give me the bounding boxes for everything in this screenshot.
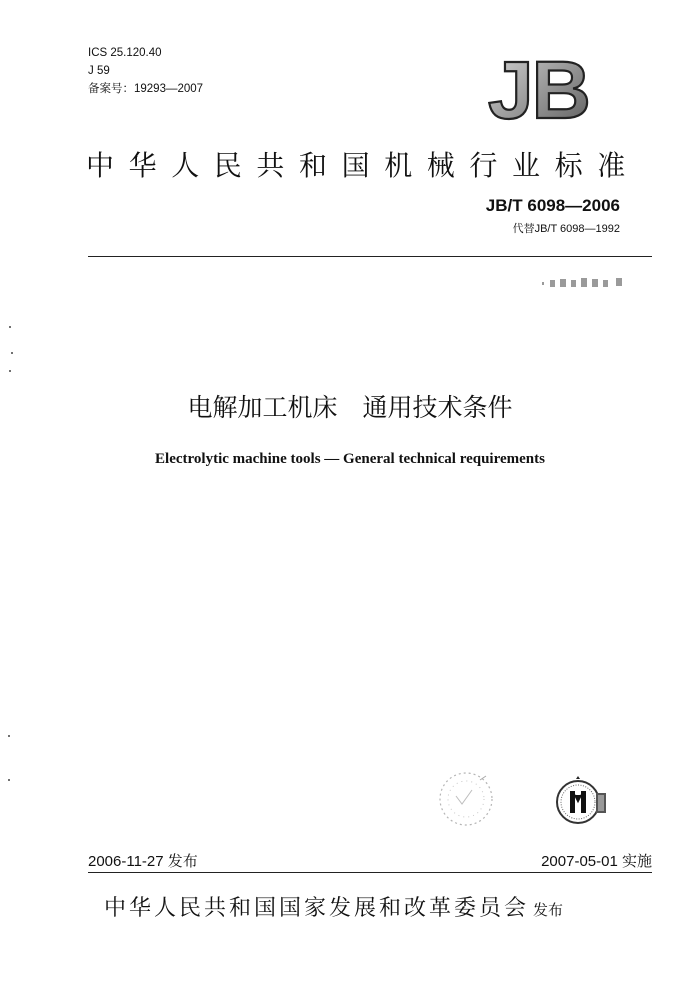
issuer-action: 发布 (533, 901, 564, 919)
issue-date: 2006-11-27 发布 (88, 853, 198, 870)
scan-dot (11, 352, 13, 354)
title-english: Electrolytic machine tools — General technical requirements (155, 451, 545, 467)
standard-number: JB/T 6098—2006 (485, 196, 620, 215)
footer-divider (88, 872, 652, 873)
scan-dot (8, 735, 10, 737)
title-chinese: 电解加工机床 通用技术条件 (187, 393, 513, 422)
scan-mark (540, 276, 632, 290)
implementation-date: 2007-05-01 实施 (541, 853, 652, 870)
filing-number: 备案号：19293—2007 (88, 83, 204, 95)
metadata-block (88, 44, 203, 98)
scan-dot (9, 326, 11, 328)
ics-code: ICS 25.120.40 (88, 47, 162, 59)
publisher-emblem-icon (552, 775, 610, 827)
scan-dot (9, 370, 11, 372)
faded-seal-icon (430, 768, 502, 830)
issuer-line (104, 891, 563, 922)
replaced-standard: 代替JB/T 6098—1992 (512, 223, 620, 235)
scan-dot (8, 779, 10, 781)
jb-logo (486, 50, 616, 122)
category-code: J 59 (88, 65, 110, 77)
header-divider (88, 256, 652, 257)
org-title: 中华人民共和国机械行业标准 (86, 149, 640, 182)
svg-text:JB: JB (488, 50, 589, 122)
issuer-name: 中华人民共和国国家发展和改革委员会 (104, 896, 530, 921)
